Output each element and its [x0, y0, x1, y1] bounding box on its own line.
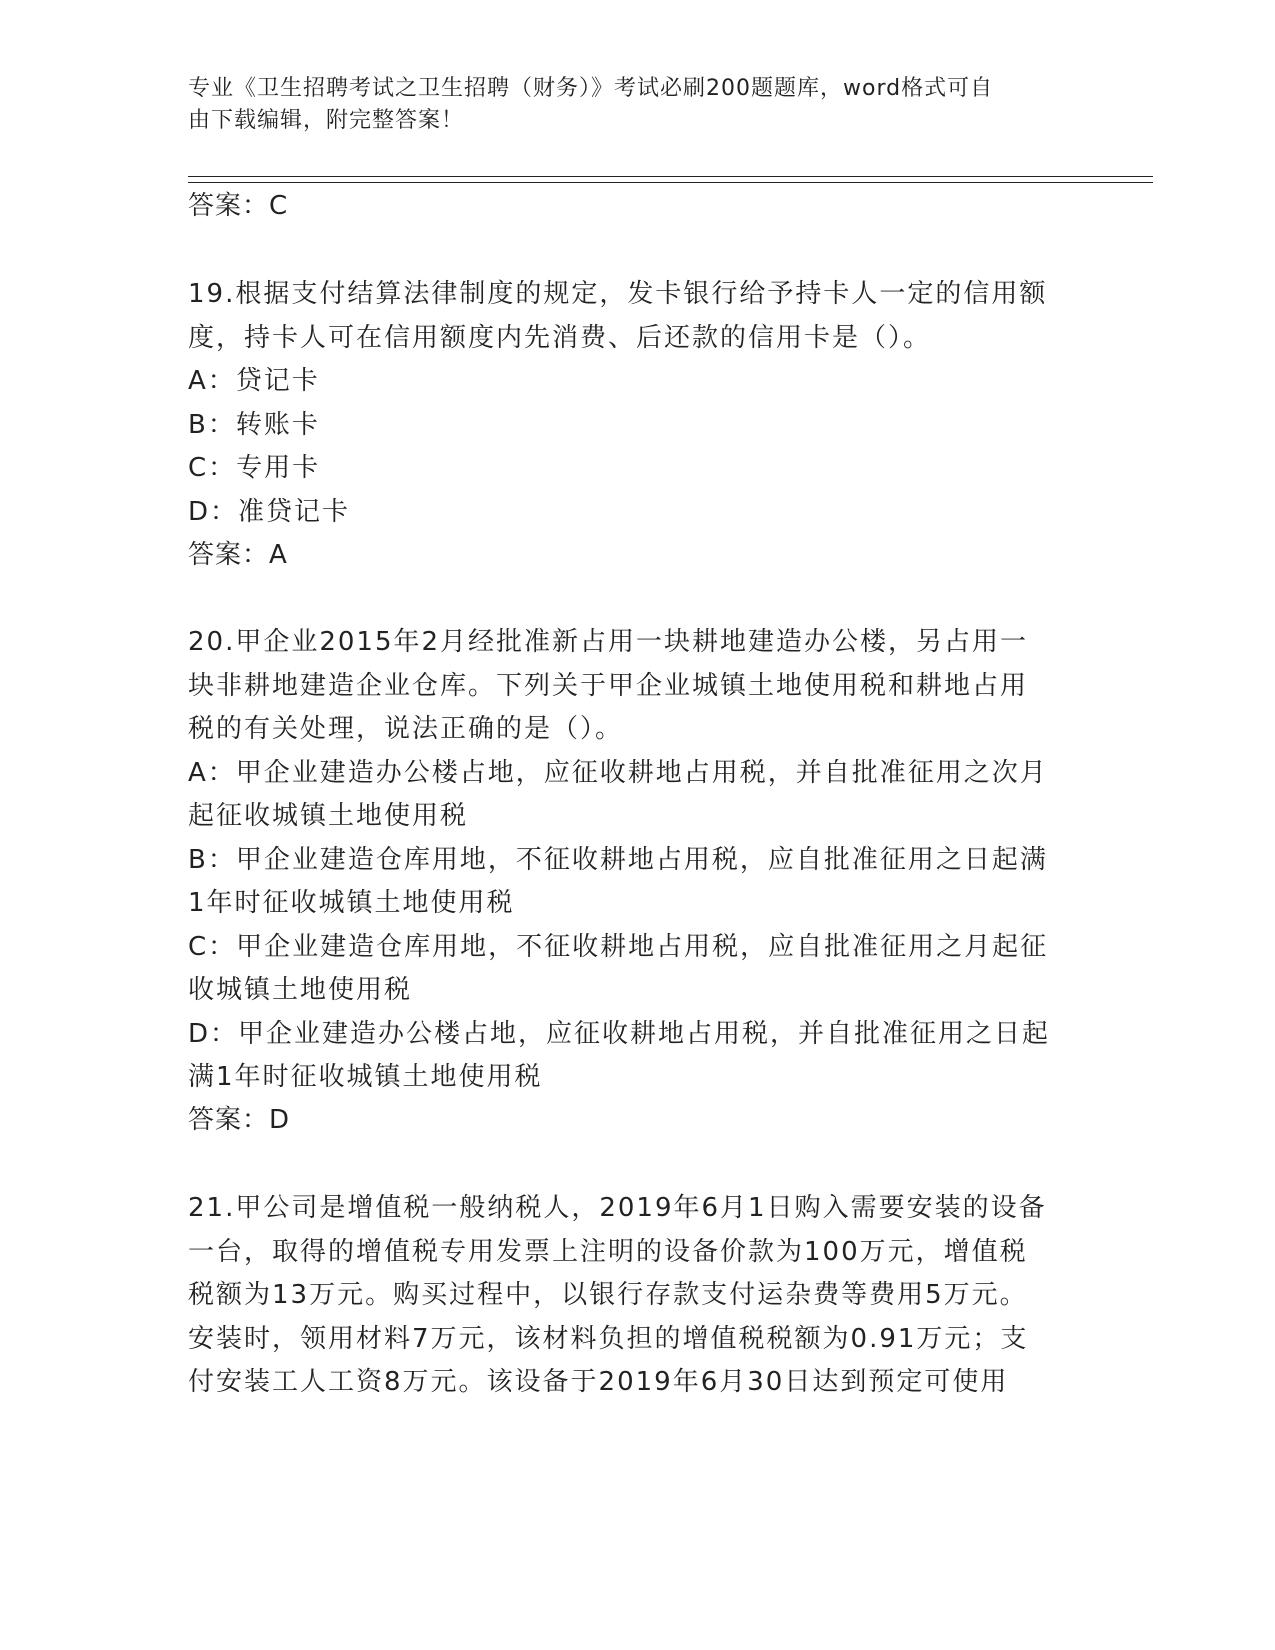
question-19-option-b: B：转账卡: [188, 410, 320, 440]
page-header: [188, 73, 1068, 137]
answer-prev: 答案：C: [188, 191, 289, 221]
question-20-option-c-1: C：甲企业建造仓库用地，不征收耕地占用税，应自批准征用之月起征: [188, 932, 1049, 962]
header-line-2: 由下载编辑，附完整答案！: [188, 108, 465, 133]
question-21-stem-4: 安装时，领用材料7万元，该材料负担的增值税税额为0.91万元；支: [188, 1324, 1029, 1354]
question-21-stem-2: 一台，取得的增值税专用发票上注明的设备价款为100万元，增值税: [188, 1237, 1028, 1267]
header-rule-bottom: [188, 182, 1153, 183]
header-line-1: 专业《卫生招聘考试之卫生招聘（财务）》考试必刷200题题库，word格式可自: [188, 76, 994, 101]
question-20-stem-2: 块非耕地建造企业仓库。下列关于甲企业城镇土地使用税和耕地占用: [188, 671, 1029, 701]
question-20-stem-1: 20.甲企业2015年2月经批准新占用一块耕地建造办公楼，另占用一: [188, 627, 1029, 657]
question-19-option-a: A：贷记卡: [188, 366, 320, 396]
question-19-stem-2: 度，持卡人可在信用额度内先消费、后还款的信用卡是（）。: [188, 323, 932, 353]
question-20-stem-3: 税的有关处理，说法正确的是（）。: [188, 714, 624, 744]
question-20-option-d-2: 满1年时征收城镇土地使用税: [188, 1062, 543, 1092]
question-20-option-c-2: 收城镇土地使用税: [188, 975, 413, 1005]
question-21-stem-1: 21.甲公司是增值税一般纳税人，2019年6月1日购入需要安装的设备: [188, 1193, 1047, 1223]
header-rule-top: [188, 176, 1153, 177]
question-20-option-a-1: A：甲企业建造办公楼占地，应征收耕地占用税，并自批准征用之次月: [188, 758, 1048, 788]
question-20-option-d-1: D：甲企业建造办公楼占地，应征收耕地占用税，并自批准征用之日起: [188, 1019, 1051, 1049]
question-20-option-b-2: 1年时征收城镇土地使用税: [188, 888, 515, 918]
question-19-stem-1: 19.根据支付结算法律制度的规定，发卡银行给予持卡人一定的信用额: [188, 279, 1048, 309]
question-20-option-b-1: B：甲企业建造仓库用地，不征收耕地占用税，应自批准征用之日起满: [188, 845, 1048, 875]
question-20-answer: 答案：D: [188, 1105, 291, 1135]
question-19-option-c: C：专用卡: [188, 453, 321, 483]
question-21-stem-3: 税额为13万元。购买过程中，以银行存款支付运杂费等费用5万元。: [188, 1280, 1028, 1310]
question-19-option-d: D：准贷记卡: [188, 497, 351, 527]
question-20-option-a-2: 起征收城镇土地使用税: [188, 801, 469, 831]
question-19-answer: 答案：A: [188, 540, 288, 570]
question-21-stem-5: 付安装工人工资8万元。该设备于2019年6月30日达到预定可使用: [188, 1367, 1009, 1397]
